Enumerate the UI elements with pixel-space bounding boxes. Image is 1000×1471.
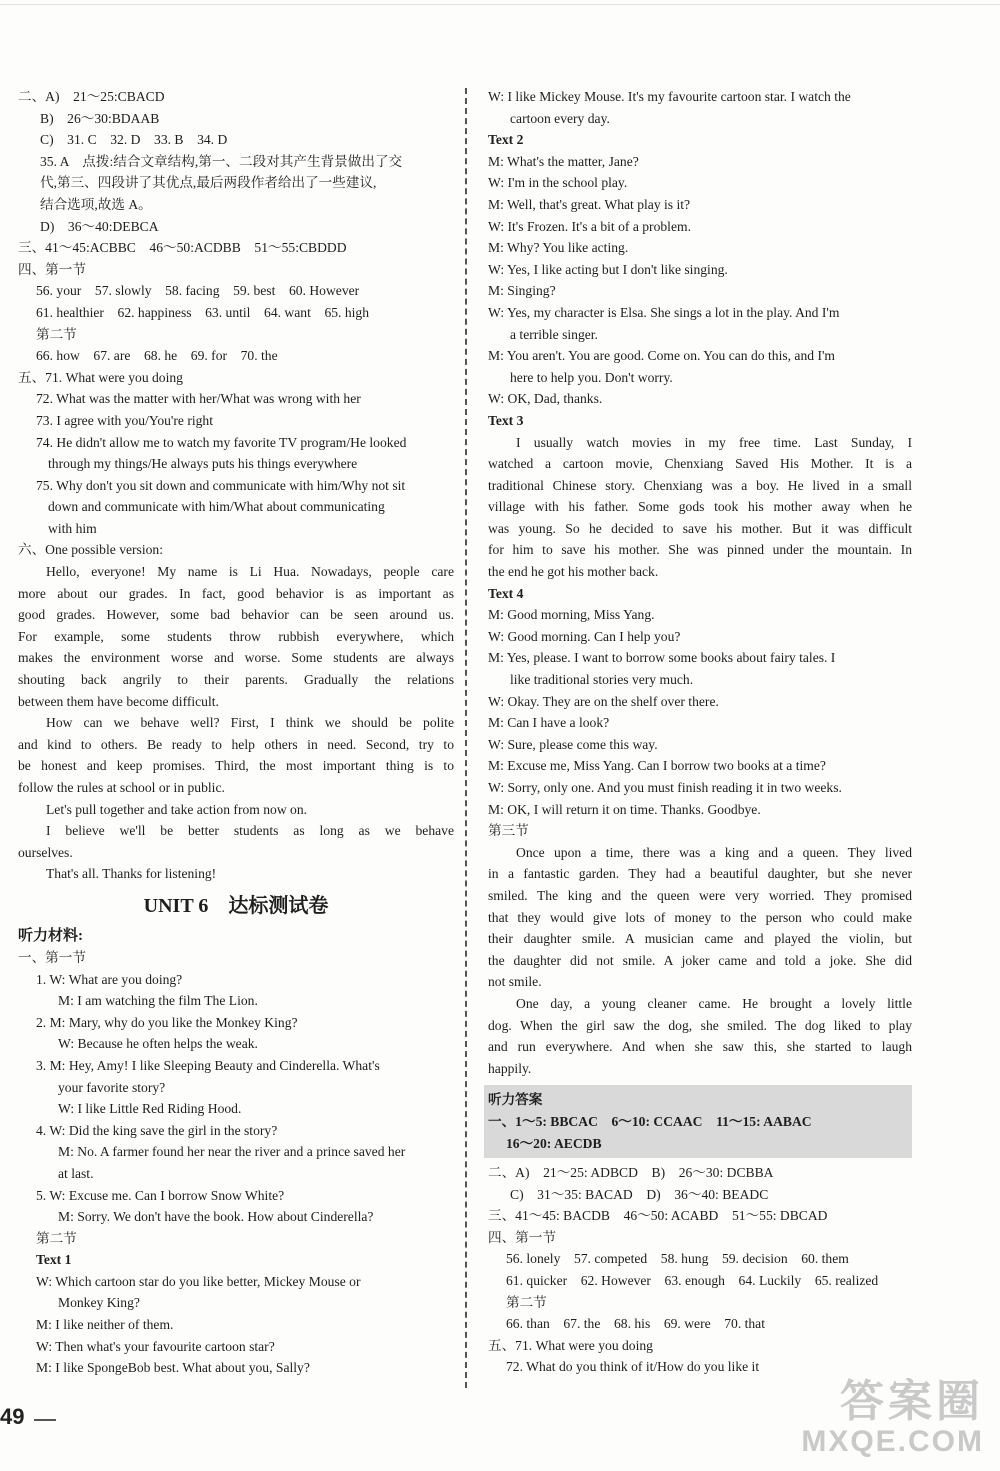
- text-line: in a fantastic garden. They had a beautiful daughter, but she never: [488, 866, 912, 882]
- text-line: I believe we'll be better students as long as we behave: [46, 823, 454, 839]
- text-line: 66. than 67. the 68. his 69. were 70. that: [506, 1316, 765, 1332]
- text-line: 75. Why don't you sit down and communicate with him/Why not sit: [36, 477, 406, 493]
- text-line: M: What's the matter, Jane?: [488, 153, 639, 169]
- text-line: W: I like Little Red Riding Hood.: [58, 1101, 242, 1117]
- text-line: 72. What do you think of it/How do you like it: [506, 1359, 760, 1375]
- text-line: W: Yes, I like acting but I don't like singing.: [488, 261, 728, 277]
- unit-title: UNIT 6 达标测试卷: [143, 894, 329, 917]
- text-line: 第二节: [36, 1230, 77, 1246]
- listening-transcript-continued: [488, 86, 912, 1079]
- right-column: [488, 86, 912, 1378]
- text-line: cartoon every day.: [510, 110, 610, 126]
- text-line: M: You aren't. You are good. Come on. You can do this, and I'm: [488, 348, 836, 364]
- text-line: happily.: [488, 1060, 532, 1076]
- left-column: [18, 86, 454, 1379]
- text-line: 一、第一节: [18, 949, 86, 965]
- text-line: W: Sure, please come this way.: [488, 736, 658, 752]
- text-line: 三、41～45: BACDB 46～50: ACABD 51～55: DBCAD: [488, 1208, 828, 1224]
- text-line: 16～20: AECDB: [506, 1135, 602, 1151]
- text-line: 四、第一节: [18, 261, 86, 277]
- watermark-text: 答案圈: [840, 1377, 984, 1426]
- text-line: M: Sorry. We don't have the book. How about Cinderella?: [58, 1209, 374, 1225]
- text-line: the end he got his mother back.: [488, 564, 659, 580]
- text-line: C) 31～35: BACAD D) 36～40: BEADC: [510, 1186, 769, 1202]
- text-line: follow the rules at school or in public.: [18, 780, 225, 795]
- text-line: watched a cartoon movie, Chenxiang Saved His Mother. It is a: [488, 456, 912, 472]
- text-line: dog. When the girl saw the dog, she smiled. The dog liked to play: [488, 1017, 912, 1033]
- text-line: Hello, everyone! My name is Li Hua. Nowadays, people care: [46, 564, 454, 580]
- text-line: not smile.: [488, 974, 542, 990]
- text-line: D) 36～40:DEBCA: [40, 218, 159, 234]
- text-line: W: Then what's your favourite cartoon star?: [36, 1338, 275, 1354]
- answer-box-lines: [488, 1111, 906, 1154]
- text-line: W: Which cartoon star do you like better, Mickey Mouse or: [36, 1273, 361, 1289]
- text-line: traditional Chinese story. Chenxiang was a boy. He lived in a small: [488, 477, 912, 493]
- text-line: Once upon a time, there was a king and a queen. They lived: [516, 844, 912, 860]
- text-line: good grades. However, some bad behavior can be seen around us.: [18, 607, 454, 623]
- text-line: their daughter smile. A musician came and played the violin, but: [488, 931, 912, 947]
- text-line: 代,第三、四段讲了其优点,最后两段作者给出了一些建议,: [40, 175, 377, 191]
- text-line: W: I'm in the school play.: [488, 175, 628, 191]
- text-line: with him: [48, 520, 97, 536]
- text-line: M: Good morning, Miss Yang.: [488, 607, 655, 623]
- text-line: How can we behave well? First, I think we should be polite: [46, 715, 454, 731]
- text-line: That's all. Thanks for listening!: [46, 866, 217, 882]
- text-line: Text 4: [488, 585, 524, 601]
- text-line: W: Good morning. Can I help you?: [488, 628, 681, 644]
- text-line: 73. I agree with you/You're right: [36, 412, 214, 428]
- text-line: and run everywhere. And when she saw this, she started to laugh: [488, 1039, 912, 1055]
- text-line: M: Well, that's great. What play is it?: [488, 196, 691, 212]
- text-line: W: Sorry, only one. And you must finish reading it in two weeks.: [488, 780, 842, 795]
- text-line: M: OK, I will return it on time. Thanks. Goodbye.: [488, 801, 761, 817]
- text-line: that they would give lots of money to the person who could make: [488, 909, 912, 925]
- answer-key-section: [18, 86, 454, 885]
- text-line: C) 31. C 32. D 33. B 34. D: [40, 132, 228, 148]
- watermark-logo: [801, 1379, 984, 1459]
- text-line: M: Can I have a look?: [488, 715, 610, 731]
- watermark-url: MXQE.COM: [801, 1425, 984, 1458]
- text-line: 61. healthier 62. happiness 63. until 64. want 65. high: [36, 304, 370, 320]
- listening-answer-box: [484, 1085, 912, 1158]
- text-line: was young. So he decided to save his mother. But it was difficult: [488, 520, 912, 536]
- text-line: Text 1: [36, 1252, 72, 1268]
- text-line: M: I like neither of them.: [36, 1317, 174, 1333]
- text-line: W: Yes, my character is Elsa. She sings a lot in the play. And I'm: [488, 304, 840, 320]
- text-line: 2. M: Mary, why do you like the Monkey King?: [36, 1014, 298, 1030]
- text-line: B) 26～30:BDAAB: [40, 110, 160, 126]
- text-line: 结合选项,故选 A。: [40, 196, 152, 212]
- page-number: 49: [0, 1404, 25, 1429]
- text-line: smiled. The king and the queen were very worried. They promised: [488, 887, 912, 903]
- text-line: Monkey King?: [58, 1295, 140, 1311]
- text-line: 二、A) 21～25: ADBCD B) 26～30: DCBBA: [488, 1165, 774, 1181]
- text-line: 一、1～5: BBCAC 6～10: CCAAC 11～15: AABAC: [488, 1113, 812, 1129]
- text-line: Text 3: [488, 412, 524, 428]
- text-line: between them have become difficult.: [18, 693, 219, 709]
- text-line: down and communicate with him/What about communicating: [48, 499, 385, 515]
- text-line: a terrible singer.: [510, 326, 598, 342]
- text-line: 第三节: [488, 823, 529, 839]
- text-line: like traditional stories very much.: [510, 672, 694, 688]
- text-line: Text 2: [488, 132, 524, 148]
- text-line: at last.: [58, 1165, 94, 1181]
- text-line: and kind to others. Be ready to help others in need. Second, try to: [18, 736, 454, 752]
- top-border: [0, 4, 1000, 5]
- text-line: more about our grades. In fact, good behavior is as important as: [18, 585, 454, 601]
- text-line: I usually watch movies in my free time. Last Sunday, I: [516, 434, 912, 450]
- text-line: through my things/He always puts his things everywhere: [48, 456, 358, 472]
- text-line: 第二节: [36, 326, 77, 342]
- text-line: the daughter did not smile. A joker came and told a joke. She did: [488, 952, 912, 968]
- column-divider: [465, 88, 467, 1388]
- text-line: W: Okay. They are on the shelf over there.: [488, 693, 719, 709]
- text-line: 72. What was the matter with her/What was wrong with her: [36, 391, 361, 407]
- answer-key-section-2: [488, 1162, 912, 1378]
- text-line: village with his father. Some gods took his mother away when he: [488, 499, 912, 515]
- text-line: 第二节: [506, 1294, 547, 1310]
- text-line: 66. how 67. are 68. he 69. for 70. the: [36, 348, 278, 364]
- text-line: 5. W: Excuse me. Can I borrow Snow White?: [36, 1187, 285, 1203]
- text-line: W: I like Mickey Mouse. It's my favourite cartoon star. I watch the: [488, 89, 851, 104]
- text-line: 56. lonely 57. competed 58. hung 59. decision 60. them: [506, 1251, 849, 1267]
- text-line: 1. W: What are you doing?: [36, 971, 183, 987]
- text-line: 六、One possible version:: [18, 542, 163, 558]
- text-line: 二、A) 21～25:CBACD: [18, 89, 165, 104]
- page-number-rule: [34, 1419, 56, 1421]
- text-line: 4. W: Did the king save the girl in the story?: [36, 1122, 278, 1138]
- text-line: M: Singing?: [488, 283, 556, 299]
- text-line: 五、71. What were you doing: [18, 369, 183, 385]
- text-line: M: Why? You like acting.: [488, 240, 629, 256]
- text-line: For example, some students throw rubbish everywhere, which: [18, 628, 454, 644]
- text-line: M: I like SpongeBob best. What about you, Sally?: [36, 1360, 310, 1376]
- text-line: for him to save his mother. She was pinned under the mountain. In: [488, 542, 912, 558]
- text-line: 74. He didn't allow me to watch my favorite TV program/He looked: [36, 434, 407, 450]
- text-line: 三、41～45:ACBBC 46～50:ACDBB 51～55:CBDDD: [18, 240, 347, 256]
- text-line: M: Excuse me, Miss Yang. Can I borrow two books at a time?: [488, 758, 826, 774]
- text-line: W: Because he often helps the weak.: [58, 1036, 258, 1052]
- text-line: makes the environment worse and worse. Some students are always: [18, 650, 454, 666]
- text-line: 35. A 点拨:结合文章结构,第一、二段对其产生背景做出了交: [40, 153, 403, 169]
- text-line: shouting back angrily to their parents. Gradually the relations: [18, 672, 454, 688]
- text-line: One day, a young cleaner came. He brought a lovely little: [516, 995, 912, 1011]
- text-line: M: No. A farmer found her near the river and a prince saved her: [58, 1144, 406, 1160]
- text-line: W: OK, Dad, thanks.: [488, 391, 603, 407]
- text-line: here to help you. Don't worry.: [510, 369, 673, 385]
- text-line: 56. your 57. slowly 58. facing 59. best 60. However: [36, 283, 360, 299]
- text-line: ourselves.: [18, 844, 73, 860]
- text-line: M: Yes, please. I want to borrow some books about fairy tales. I: [488, 650, 836, 666]
- text-line: Let's pull together and take action from now on.: [46, 801, 308, 817]
- text-line: be honest and keep promises. Third, the most important thing is to: [18, 758, 454, 774]
- listening-transcript: [18, 947, 454, 1379]
- text-line: your favorite story?: [58, 1079, 166, 1095]
- text-line: 3. M: Hey, Amy! I like Sleeping Beauty and Cinderella. What's: [36, 1057, 380, 1073]
- text-line: M: I am watching the film The Lion.: [58, 993, 258, 1009]
- answer-box-title: 听力答案: [488, 1092, 543, 1108]
- text-line: 四、第一节: [488, 1229, 556, 1245]
- text-line: W: It's Frozen. It's a bit of a problem.: [488, 218, 691, 234]
- text-line: 61. quicker 62. However 63. enough 64. Luckily 65. realized: [506, 1273, 879, 1289]
- listening-header: 听力材料:: [18, 927, 83, 944]
- text-line: 五、71. What were you doing: [488, 1337, 653, 1353]
